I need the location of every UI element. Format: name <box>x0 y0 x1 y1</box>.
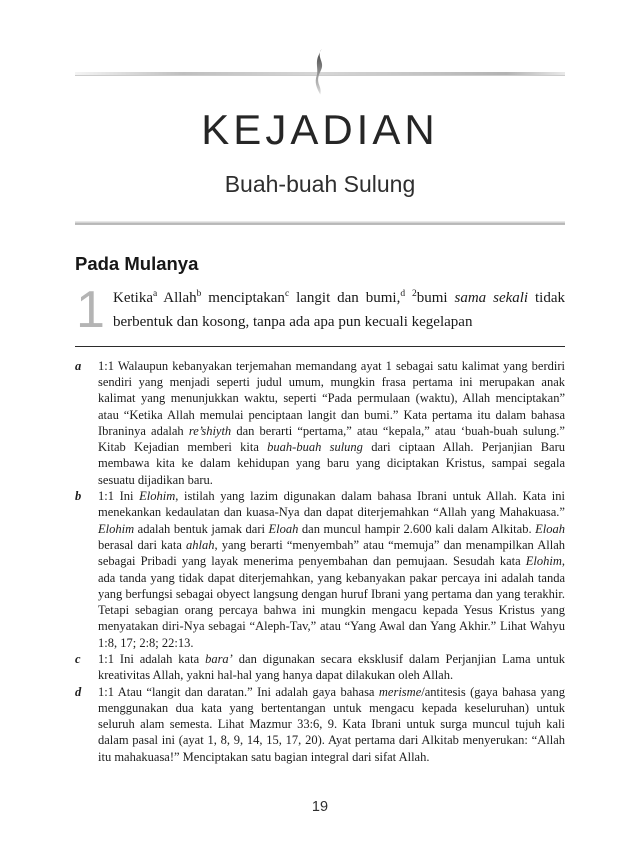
chapter-header <box>75 0 565 225</box>
footnote-text: 1:1 Ini Elohim, istilah yang lazim digunakan dalam bahasa Ibrani untuk Allah. Kata ini menekankan kedaulatan dan kuasa-Nya dan dapat diterjemahkan “Allah yang Mahakuasa.” Elohim adalah bentuk jamak dari Eloah dan muncul hampir 2.600 kali dalam Alkitab. Eloah berasal dari kata ahlah, yang berarti “menyembah” atau “memuja” dan menampilkan Allah sebagai Pribadi yang layak menerima penyembahan dan pemujaan. Sesudah kata Elohim, ada tanda yang tidak dapat diterjemahkan, yang kebanyakan pakar percaya ini adalah tanda yang berfungsi sebagai obyect langsung dengan huruf Ibrani yang pertama dan yang terakhir. Tetapi sebagian orang percaya bahwa ini mungkin mengacu kepada Yesus Kristus yang menyatakan diri-Nya sebagai “Aleph-Tav,” atau “Yang Awal dan Yang Akhir.” Lihat Wahyu 1:8, 17; 2:8; 22:13. <box>98 489 566 650</box>
chapter-number-dropcap: 1 <box>76 280 105 339</box>
footnote-item <box>75 684 565 765</box>
footnote-text: 1:1 Atau “langit dan daratan.” Ini adalah gaya bahasa merisme/antitesis (gaya bahasa yang menggunakan dua kata yang bertentangan untuk mengacu kepada keseluruhan) untuk seluruh alam semesta. Lihat Mazmur 33:6, 9. Kata Ibrani untuk surga muncul tujuh kali dalam pasal ini (ayat 1, 8, 9, 14, 15, 17, 20). Ayat pertama dari Alkitab menyerukan: “Allah itu mahakuasa!” Menciptakan satu bagian integral dari sifat Allah. <box>98 684 565 764</box>
footnote-marker: d <box>75 684 82 699</box>
footnote-text: 1:1 Walaupun kebanyakan terjemahan memandang ayat 1 sebagai satu kalimat yang berdiri sendiri yang menjadi seperti judul umum, mungkin frasa pertama ini merupakan anak kalimat yang menunjukkan waktu, seperti “Pada permulaan (waktu), Allah menciptakan” atau “Ketika Allah memulai penciptaan langit dan bumi.” Kata pertama itu dalam bahasa Ibraninya adalah re’shiyth dan berarti “pertama,” atau “kepala,” atau ‘buah-buah sulung.” Kitab Kejadian memberi kita buah-buah sulung dari ciptaan Allah. Perjanjian Baru membawa kita ke dalam kehidupan yang baru yang diciptakan Kristus, sampai segala sesuatu dijadikan baru. <box>98 358 566 487</box>
section-heading: Pada Mulanya <box>75 253 199 275</box>
book-title: KEJADIAN <box>201 106 439 153</box>
footnote-item <box>75 651 565 684</box>
verse-paragraph <box>75 280 566 339</box>
footnote-item <box>75 358 565 488</box>
footnote-divider <box>75 346 565 347</box>
flame-ornament-icon <box>312 49 328 95</box>
footnote-marker: a <box>75 358 82 373</box>
book-subtitle: Buah-buah Sulung <box>224 171 416 197</box>
footnote-list <box>75 358 565 765</box>
footnote-marker: b <box>75 489 82 504</box>
footnote-marker: c <box>75 651 81 666</box>
footnote-item <box>75 488 565 651</box>
scripture-section <box>75 225 566 339</box>
page-number: 19 <box>311 799 329 815</box>
verse-text: Ketika$^a$ Allah$^b$ menciptakan$^c$ langit dan bumi,$^d$ $^2$bumi sama sekali tidak berbentuk dan kosong, tanpa ada apa pun kecuali kegelapan <box>113 288 566 330</box>
footnote-text: 1:1 Ini adalah kata bara’ dan digunakan secara eksklusif dalam Perjanjian Lama untuk kreativitas Allah, yakni hal-hal yang hanya dapat dilakukan oleh Allah. <box>98 651 565 683</box>
top-divider <box>75 72 565 76</box>
